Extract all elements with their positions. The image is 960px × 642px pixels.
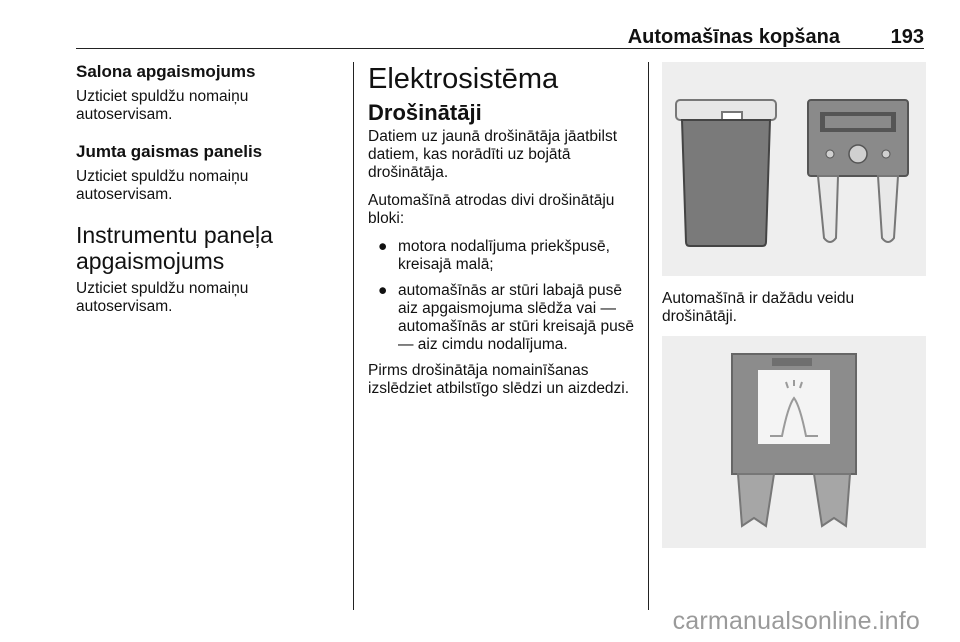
section-text-roof-panel: Uzticiet spuldžu nomaiņu autoservisam.	[76, 168, 249, 203]
figure-caption: Automašīnā ir dažādu veidu drošinātāji.	[662, 290, 855, 325]
page-number: 193	[890, 26, 924, 48]
paragraph-3: Pirms drošinātāja nomainīšanas izslēdziet atbilstīgo slēdzi un aizdedzi.	[368, 362, 630, 397]
section-text-interior-lighting: Uzticiet spuldžu nomaiņu autoservisam.	[76, 88, 249, 123]
header-title: Automašīnas kopšana	[627, 26, 840, 48]
list-item: ● automašīnās ar stūri labajā pusē aiz apgaismojuma slēdža vai — automašīnās ar stūri kreisajā pusē — aiz cimdu nodalījuma.	[378, 282, 635, 353]
list-item: ● motora nodalījuma priekšpusē, kreisajā malā;	[378, 238, 610, 273]
chapter-heading: Elektrosistēma	[368, 63, 559, 95]
section-heading-roof-panel: Jumta gaismas panelis	[76, 142, 263, 161]
section-text-instrument-panel: Uzticiet spuldžu nomaiņu autoservisam.	[76, 280, 249, 315]
right-column	[662, 62, 926, 548]
bullet-icon: ●	[378, 238, 388, 255]
fuse-types-illustration	[662, 62, 926, 276]
paragraph-1: Datiem uz jaunā drošinātāja jāatbilst datiem, kas norādīti uz bojātā drošinātāja.	[368, 128, 617, 181]
sub-heading: Drošinātāji	[368, 100, 482, 125]
left-column	[76, 62, 338, 326]
mini-fuse-icon	[662, 336, 926, 548]
fuse-box-list	[368, 238, 636, 354]
section-heading-interior-lighting: Salona apgaismojums	[76, 62, 256, 81]
column-divider-1	[353, 62, 354, 610]
page-header	[76, 22, 924, 49]
paragraph-2: Automašīnā atrodas divi drošinātāju bloki:	[368, 192, 615, 227]
fuse-pair-icon	[662, 62, 926, 276]
middle-column	[368, 62, 636, 408]
watermark: carmanualsonline.info	[672, 607, 920, 635]
bullet-icon: ●	[378, 282, 388, 299]
column-divider-2	[648, 62, 649, 610]
mini-fuse-illustration	[662, 336, 926, 548]
section-heading-instrument-panel: Instrumentu paneļa apgaismojums	[76, 222, 273, 274]
